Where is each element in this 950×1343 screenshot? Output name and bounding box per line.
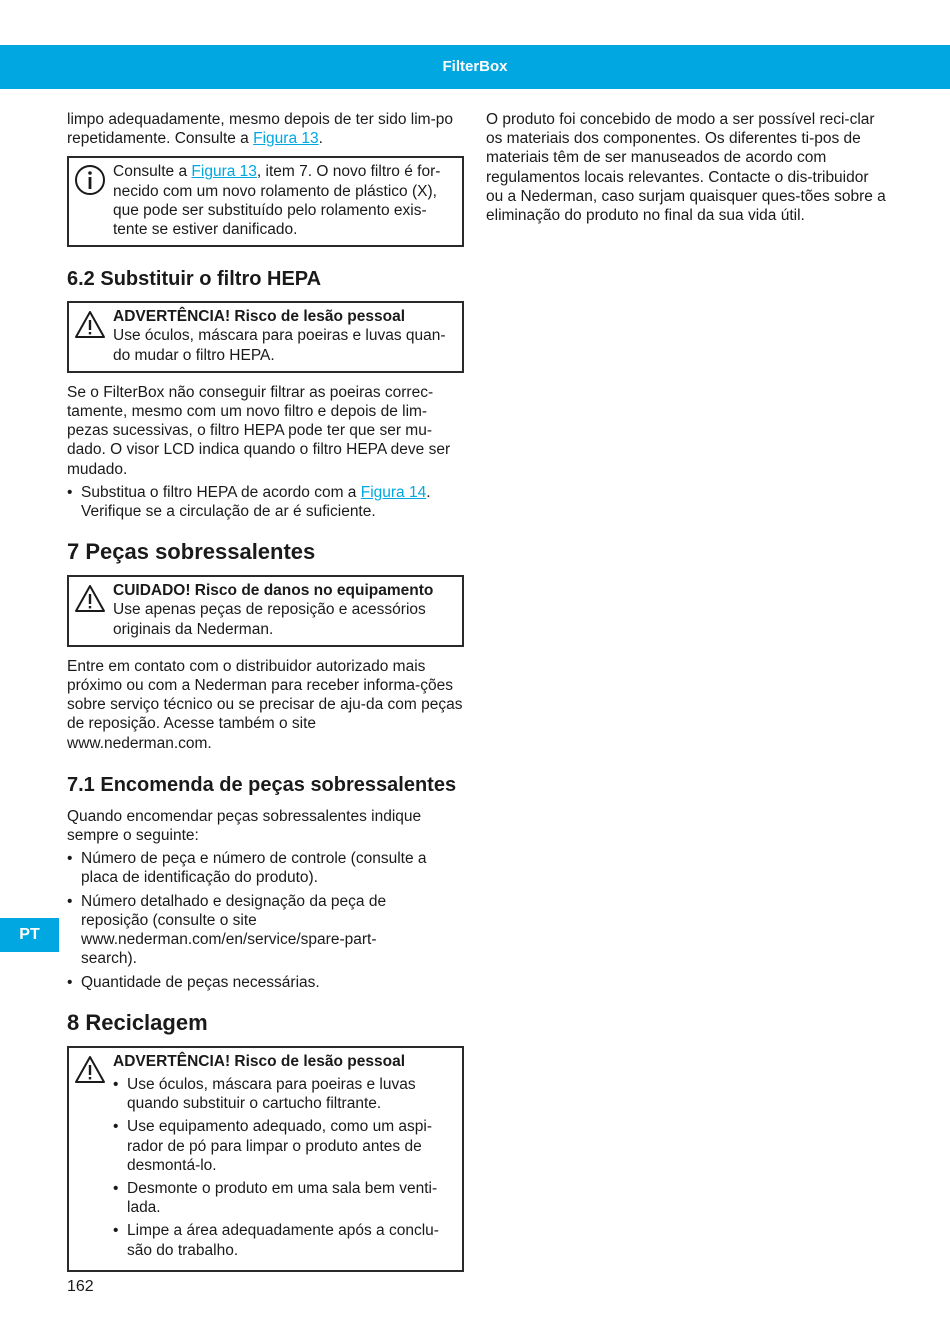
section-7-1-heading: 7.1 Encomenda de peças sobressalentes [67, 773, 457, 796]
list-item: • Use óculos, máscara para poeiras e luvas quando substituir o cartucho filtrante. [113, 1075, 454, 1113]
section-8-heading: 8 Reciclagem [67, 1009, 208, 1035]
figure-13-link[interactable]: Figura 13 [253, 130, 319, 148]
page-number: 162 [67, 1278, 94, 1295]
warning-box-recycling [67, 1046, 464, 1272]
warning-triangle-icon [74, 1054, 106, 1086]
info-icon [74, 164, 106, 196]
warning-text: Use óculos, máscara para poeiras e luvas quan-do mudar o filtro HEPA. [113, 327, 446, 364]
section-6-2-list [67, 483, 464, 521]
section-6-2-heading: 6.2 Substituir o filtro HEPA [67, 268, 322, 291]
list-item: • Número de peça e número de controle (consulte a placa de identificação do produto). [67, 849, 464, 887]
warning-triangle-icon [74, 309, 106, 341]
list-item: • Use equipamento adequado, como um aspi-rador de pó para limpar o produto antes de desmontá-lo. [113, 1117, 454, 1175]
figure-14-link[interactable]: Figura 14 [360, 483, 427, 501]
recycling-paragraph: O produto foi concebido de modo a ser possível reci-clar os materiais dos componentes. Os diferentes ti-pos de materiais têm de ser manuseados de acordo com regulamentos locais relevantes. Contacte o dis-tribuidor ou a Nederman, caso surjam quaisquer ques-tões sobre a eliminação do produto no final da sua vida útil. [486, 111, 886, 225]
list-item: • Quantidade de peças necessárias. [67, 973, 464, 992]
section-7-1-list [67, 849, 464, 991]
section-6-2-paragraph: Se o FilterBox não conseguir filtrar as poeiras correc-tamente, mesmo com um novo filtro e depois de lim-pezas sucessivas, o filtro HEPA pode ter que ser mu-dado. O visor LCD indica quando o filtro HEPA deve ser mudado. [67, 383, 451, 478]
section-7-1-paragraph: Quando encomendar peças sobressalentes indique sempre o seguinte: [67, 807, 422, 845]
caution-text: Use apenas peças de reposição e acessórios originais da Nederman. [113, 601, 426, 638]
language-tab [0, 918, 59, 952]
list-item: • Número detalhado e designação da peça de reposição (consulte o site www.nederman.com/en/service/spare-part-search). [67, 892, 464, 969]
section-7-heading: 7 Peças sobressalentes [67, 539, 316, 565]
warning-list [113, 1075, 454, 1260]
warning-triangle-icon [74, 583, 106, 615]
left-column [67, 110, 464, 1282]
caution-box [67, 575, 464, 647]
warning-title: ADVERTÊNCIA! Risco de lesão pessoal [113, 308, 405, 326]
intro-paragraph: limpo adequadamente, mesmo depois de ter sido lim-po repetidamente. Consulte a Figura 13. [67, 111, 453, 148]
caution-title: CUIDADO! Risco de danos no equipamento [113, 582, 434, 600]
language-tab-label: PT [19, 926, 40, 943]
list-item: • Limpe a área adequadamente após a conclu-são do trabalho. [113, 1221, 454, 1259]
right-column [486, 110, 886, 229]
figure-13-link-note[interactable]: Figura 13 [191, 163, 257, 181]
section-7-paragraph: Entre em contato com o distribuidor autorizado mais próximo ou com a Nederman para receber informa-ções sobre serviço técnico ou se precisar de aju-da com peças de reposição. Acesse também o site www.nederman.com. [67, 657, 463, 752]
warning-box-hepa [67, 301, 464, 373]
info-note-box [67, 156, 464, 247]
warning-title: ADVERTÊNCIA! Risco de lesão pessoal [113, 1052, 405, 1070]
header-title: FilterBox [442, 58, 508, 75]
list-item: • Desmonte o produto em uma sala bem venti-lada. [113, 1179, 454, 1217]
list-item: • Substitua o filtro HEPA de acordo com a Figura 14. Verifique se a circulação de ar é suficiente. [67, 483, 464, 521]
info-note-text: Consulte a Figura 13, item 7. O novo filtro é for-necido com um novo rolamento de plástico (X), que pode ser substituído pelo rolamento exis-tente se estiver danificado. [113, 163, 441, 239]
header-bar [0, 45, 950, 89]
